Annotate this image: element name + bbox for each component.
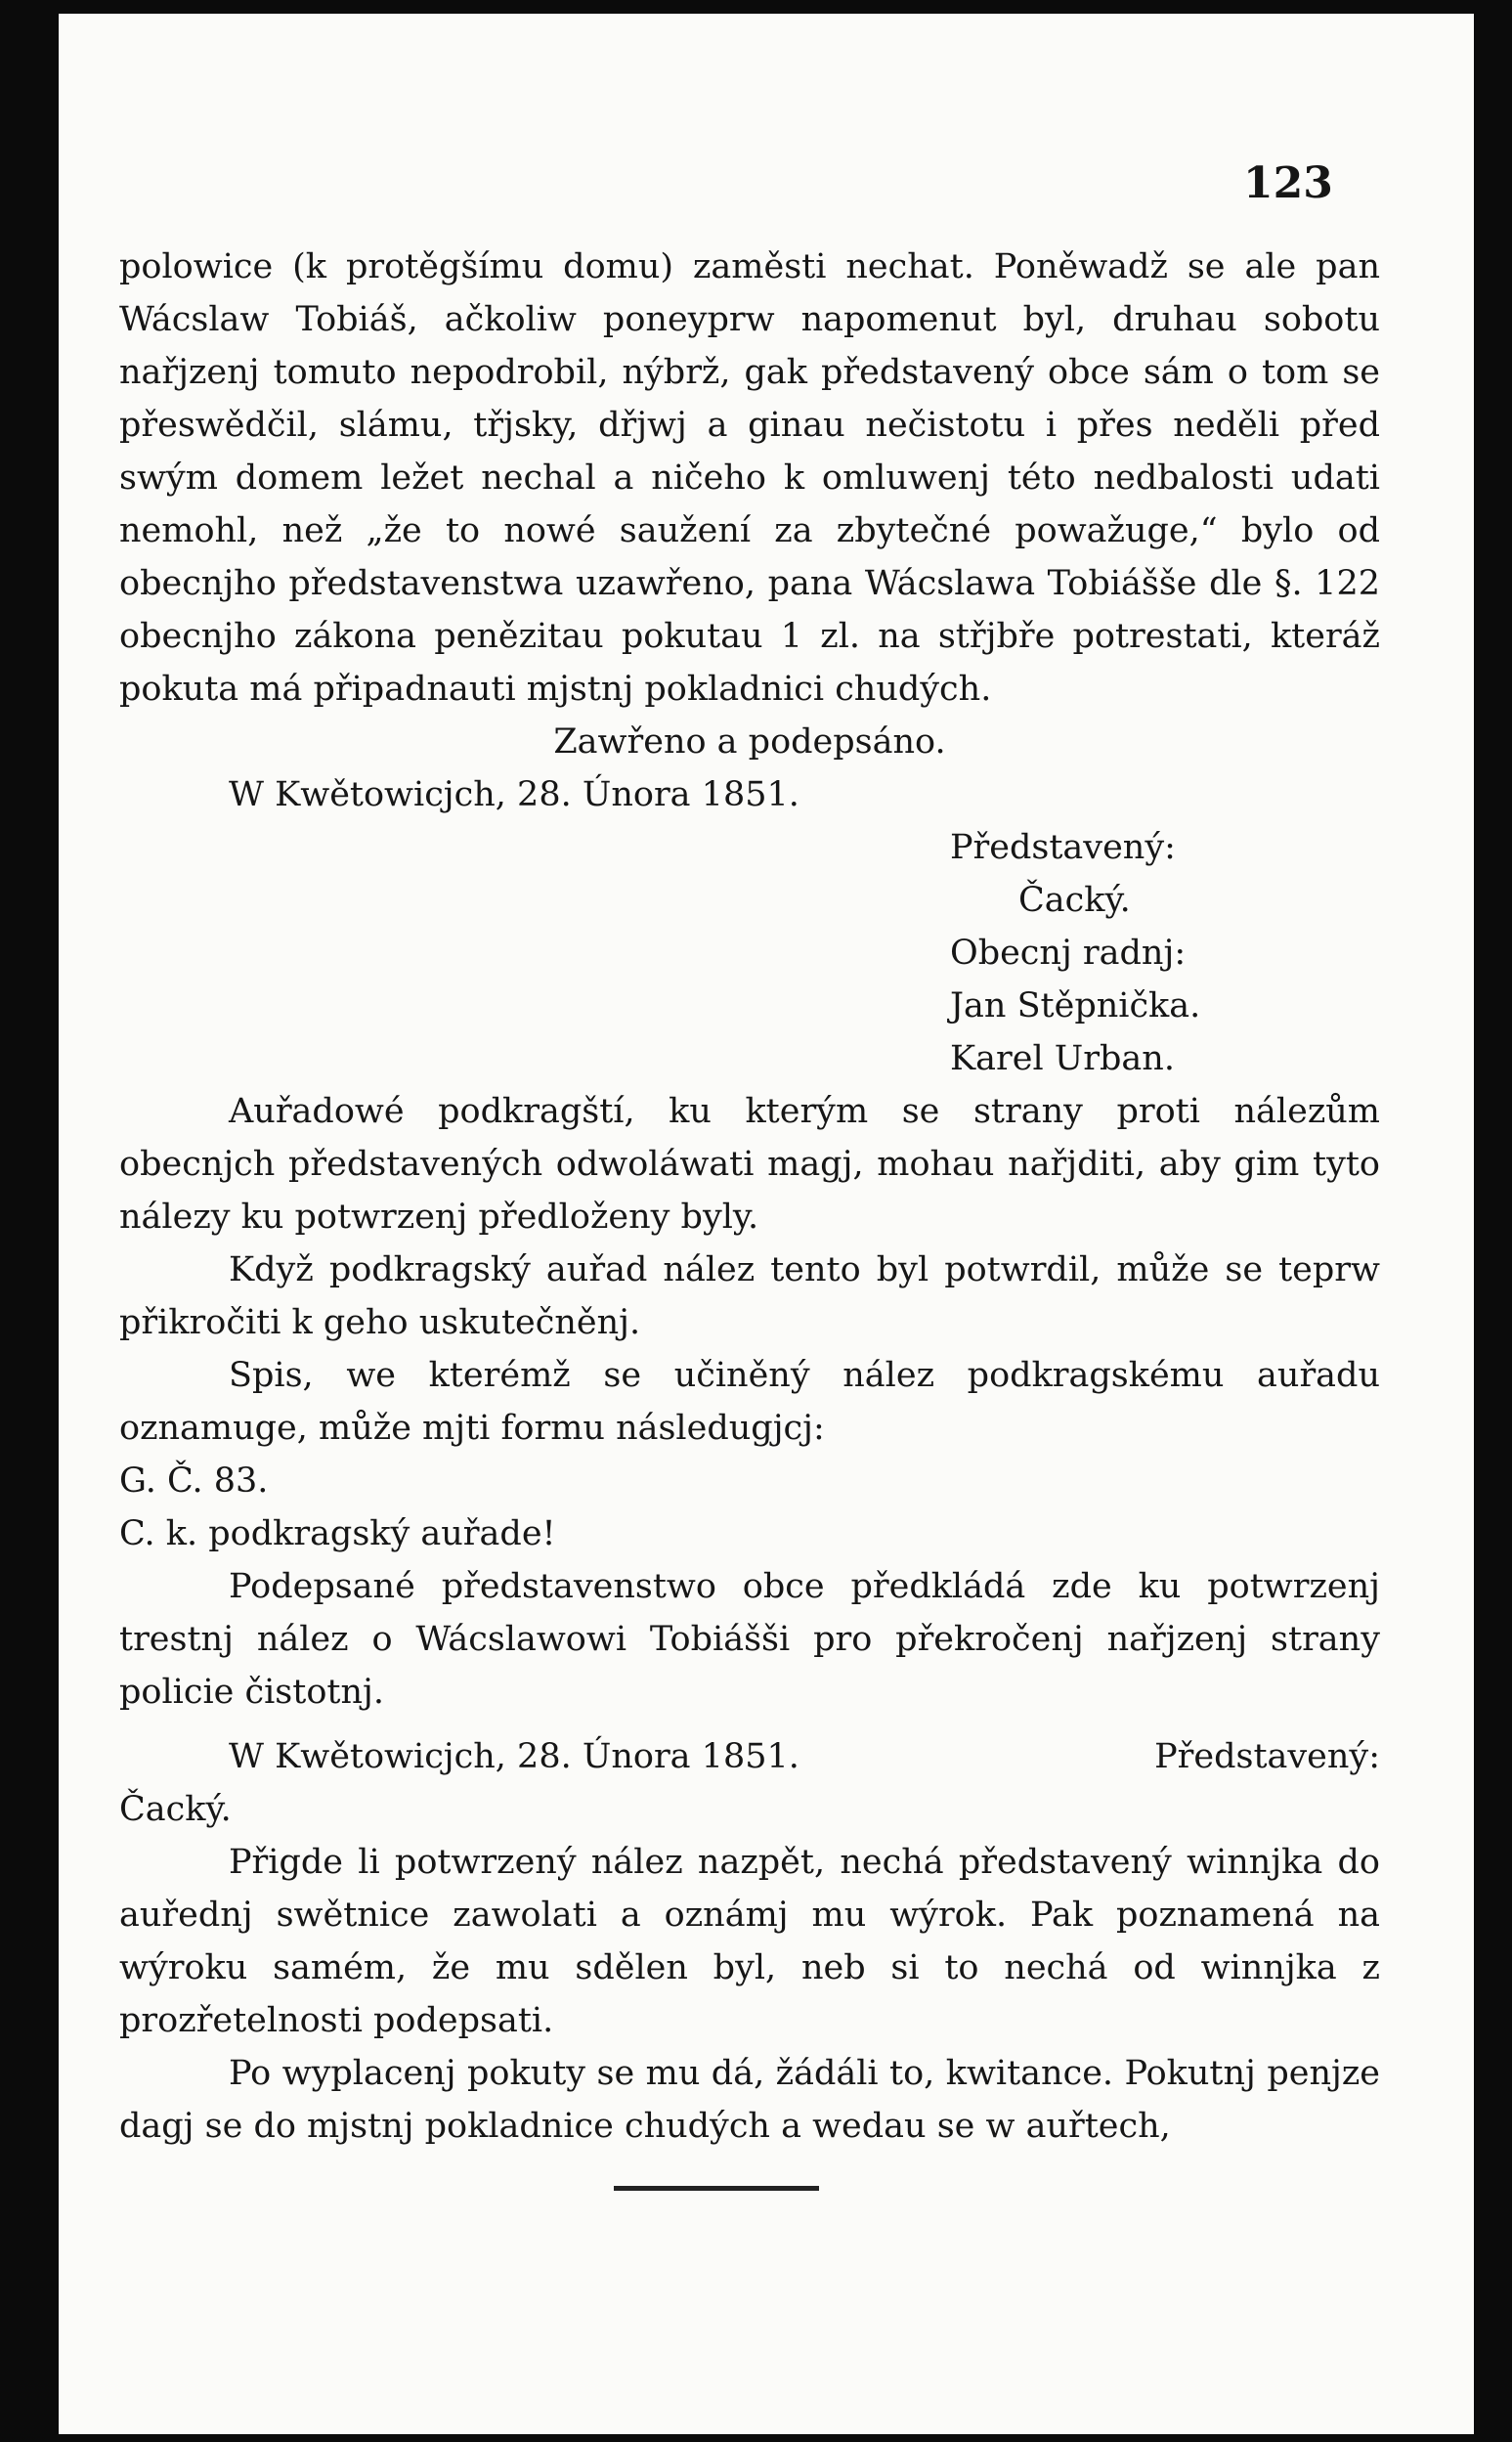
paragraph-district-offices: Auřadowé podkragští, ku kterým se strany proti nálezům obecnjch představených odwoláwati magj, mohau nařjditi, aby gim tyto nálezy ku potwrzenj předloženy byly. bbox=[119, 1092, 1380, 1237]
paragraph-fine-payment: Po wyplacenj pokuty se mu dá, žádáli to, kwitance. Pokutnj penjze dagj se do mjstnj pokladnice chudých a wedau se w auřtech, bbox=[119, 2054, 1380, 2146]
signature-block bbox=[950, 821, 1380, 1085]
signature-name-cacky: Čacký. bbox=[1018, 881, 1131, 920]
signature-title-representative: Představený: bbox=[950, 828, 1176, 867]
page-body bbox=[119, 240, 1380, 2153]
page-number: 123 bbox=[1243, 158, 1333, 208]
signature-name-stepnicka: Jan Stěpnička. bbox=[950, 986, 1201, 1025]
document-page bbox=[59, 14, 1474, 2434]
place-date-line-2: W Kwětowicjch, 28. Února 1851. bbox=[229, 1737, 799, 1776]
closed-and-signed-line: Zawřeno a podepsáno. bbox=[553, 722, 946, 762]
file-number: G. Č. 83. bbox=[119, 1461, 269, 1501]
paragraph-submission: Podepsané představenstwo obce předkládá zde ku potwrzenj trestnj nález o Wácslawowi Tobiášši pro překročenj nařjzenj strany policie čistotnj. bbox=[119, 1567, 1380, 1712]
address-line: C. k. podkragský auřade! bbox=[119, 1514, 556, 1553]
signer-name: Čacký. bbox=[119, 1790, 232, 1829]
section-divider-rule bbox=[614, 2186, 819, 2191]
paragraph-confirmation: Když podkragský auřad nález tento byl potwrdil, může se teprw přikročiti k geho uskutečněnj. bbox=[119, 1250, 1380, 1342]
paragraph-form-of-writ: Spis, we kterémž se učiněný nález podkragskému auřadu oznamuge, může mjti formu následugjcj: bbox=[119, 1356, 1380, 1448]
paragraph-returned-finding: Přigde li potwrzený nález nazpět, nechá představený winnjka do auřednj swětnice zawolati a oznámj mu wýrok. Pak poznamená na wýroku samém, že mu sdělen byl, neb si to nechá od winnjka z prozřetelnosti podepsati. bbox=[119, 1843, 1380, 2040]
paragraph-penalty-decision: polowice (k protěgšímu domu) zaměsti nechat. Poněwadž se ale pan Wácslaw Tobiáš, ačkoliw poneyprw napomenut byl, druhau sobotu nařjzenj tomuto nepodrobil, nýbrž, gak představený obce sám o tom se přeswědčil, slámu, třjsky, dřjwj a ginau nečistotu i přes neděli před swým domem ležet nechal a ničeho k omluwenj této nedbalosti udati nemohl, než „že to nowé saužení za zbytečné powažuge,“ bylo od obecnjho představenstwa uzawřeno, pana Wácslawa Tobiášše dle §. 122 obecnjho zákona penězitau pokutau 1 zl. na střjbře potrestati, kteráž pokuta má připadnauti mjstnj pokladnici chudých. bbox=[119, 247, 1380, 709]
signature-name-urban: Karel Urban. bbox=[950, 1039, 1175, 1078]
place-date-line: W Kwětowicjch, 28. Února 1851. bbox=[229, 775, 799, 814]
signer-title: Představený: bbox=[1154, 1737, 1380, 1776]
place-date-signature-row bbox=[119, 1730, 1380, 1783]
signature-title-council: Obecnj radnj: bbox=[950, 934, 1187, 973]
